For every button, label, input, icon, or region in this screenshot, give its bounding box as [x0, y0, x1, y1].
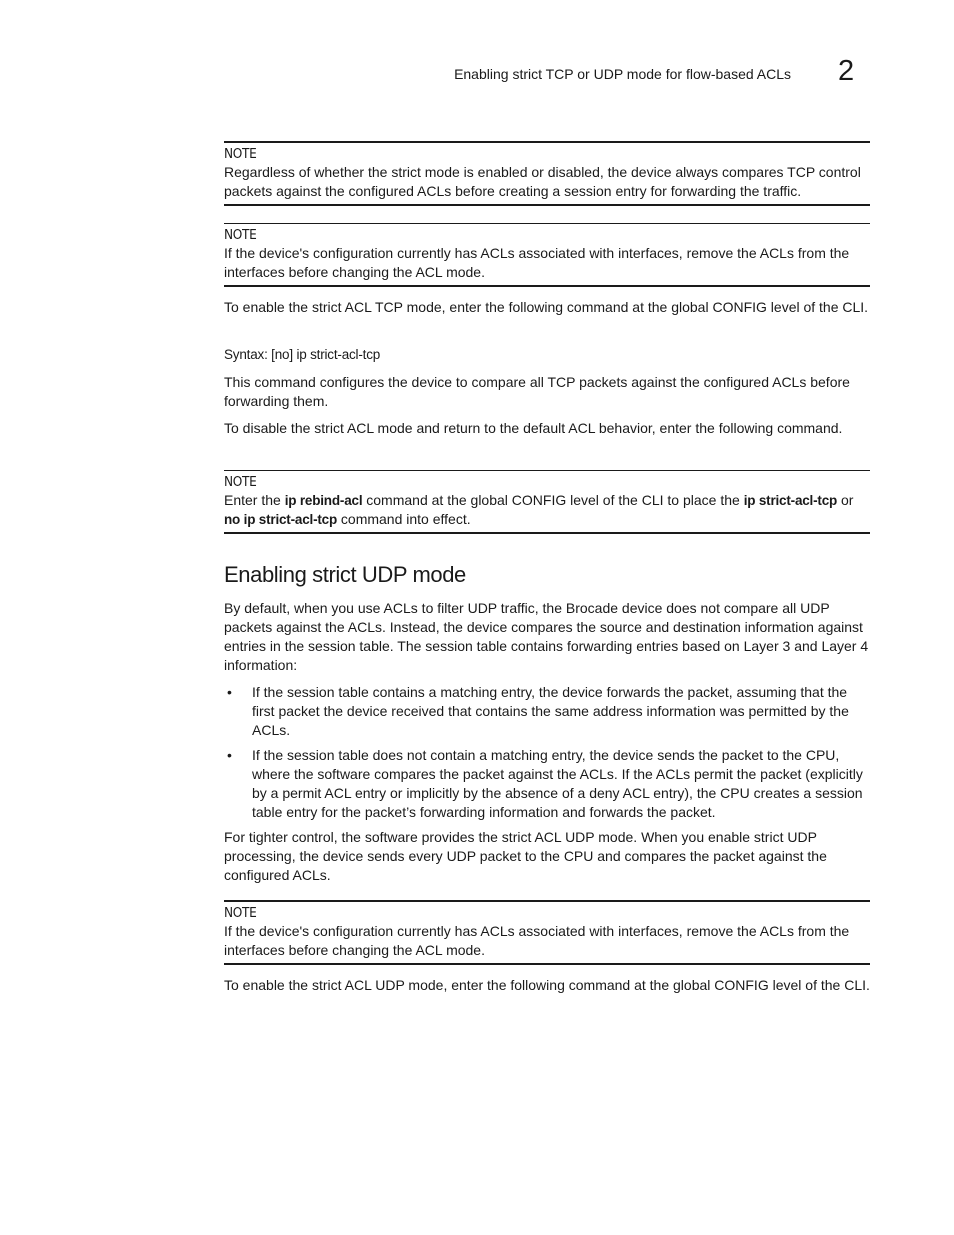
- paragraph-enable-tcp: To enable the strict ACL TCP mode, enter the following command at the global CONFIG level of the CLI.: [224, 299, 869, 315]
- note-label: NOTE: [224, 227, 257, 243]
- note-label: NOTE: [224, 905, 257, 921]
- command-ip-rebind-acl: ip rebind-acl: [284, 493, 363, 508]
- note-strict-mode-control-packets: [224, 141, 870, 206]
- note-label: NOTE: [224, 146, 257, 162]
- note-text-part: or: [837, 492, 854, 508]
- page-content: [224, 141, 870, 995]
- section-heading: Enabling strict UDP mode: [224, 562, 466, 587]
- note-rebind-acl: [224, 470, 870, 534]
- list-item-text: If the session table does not contain a matching entry, the device sends the packet to the CPU, where the software compares the packet against the ACLs. If the ACLs permit the packet (explicitly by a permit ACL entry or implicitly by the absence of a deny ACL entry), the CPU creates a session table entry for the packet’s forwarding information and forwards the packet.: [252, 747, 863, 820]
- syntax-line: Syntax: [no] ip strict-acl-tcp: [224, 347, 381, 362]
- bullet-icon: •: [227, 684, 232, 700]
- paragraph-udp-intro: By default, when you use ACLs to filter UDP traffic, the Brocade device does not compare all UDP packets against the ACLs. Instead, the device compares the source and destination information against entries in the session table. The session table contains forwarding entries based on Layer 3 and Layer 4 information:: [224, 600, 869, 673]
- paragraph-enable-udp: To enable the strict ACL UDP mode, enter the following command at the global CONFIG level of the CLI.: [224, 977, 870, 993]
- command-ip-strict-acl-tcp: ip strict-acl-tcp: [743, 493, 838, 508]
- paragraph-disable-strict: To disable the strict ACL mode and return to the default ACL behavior, enter the following command.: [224, 420, 843, 436]
- note-text-part: command into effect.: [337, 511, 471, 527]
- bullet-icon: •: [227, 747, 232, 763]
- list-item-text: If the session table contains a matching entry, the device forwards the packet, assuming that the first packet the device received that contains the same address information was permitted by the ACLs.: [252, 684, 849, 738]
- note-text: Regardless of whether the strict mode is enabled or disabled, the device always compares TCP control packets against the configured ACLs before creating a session entry for forwarding the traffic.: [224, 164, 861, 199]
- bullet-list: [224, 683, 870, 822]
- paragraph-tcp-description: This command configures the device to compare all TCP packets against the configured ACLs before forwarding them.: [224, 374, 850, 409]
- list-item: [224, 683, 870, 740]
- running-header-title: Enabling strict TCP or UDP mode for flow-based ACLs: [454, 66, 791, 82]
- note-label: NOTE: [224, 474, 257, 490]
- command-no-ip-strict-acl-tcp: no ip strict-acl-tcp: [224, 512, 338, 527]
- note-text: [224, 491, 870, 529]
- note-remove-acls-udp: [224, 900, 870, 965]
- note-remove-acls-tcp: [224, 223, 870, 287]
- list-item: [224, 746, 870, 822]
- note-text: If the device's configuration currently has ACLs associated with interfaces, remove the ACLs from the interfaces before changing the ACL mode.: [224, 923, 850, 958]
- note-text-part: command at the global CONFIG level of the CLI to place the: [362, 492, 744, 508]
- note-text-part: Enter the: [224, 492, 285, 508]
- paragraph-tighter-control: For tighter control, the software provides the strict ACL UDP mode. When you enable strict UDP processing, the device sends every UDP packet to the CPU and compares the packet against the configured ACLs.: [224, 829, 827, 883]
- chapter-number: 2: [838, 55, 855, 87]
- running-header: [0, 55, 954, 87]
- note-text: If the device's configuration currently has ACLs associated with interfaces, remove the ACLs from the interfaces before changing the ACL mode.: [224, 245, 850, 280]
